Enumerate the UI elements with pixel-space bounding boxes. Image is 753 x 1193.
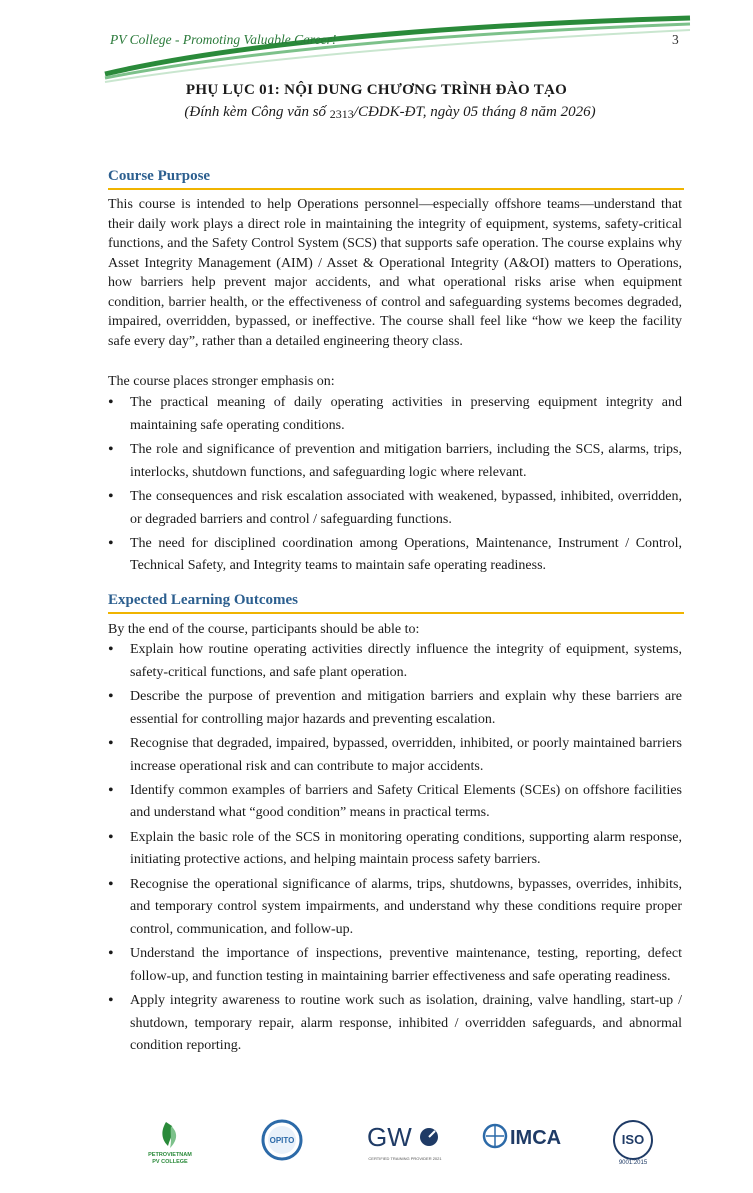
petrovietnam-flame-icon	[140, 1118, 200, 1166]
course-purpose-intro: The course places stronger emphasis on:	[108, 374, 335, 389]
page-number: 3	[672, 32, 679, 47]
opito-text: OPITO	[269, 1136, 295, 1145]
iso-caption: 9001:2015	[618, 1160, 648, 1166]
course-purpose-heading: Course Purpose	[108, 168, 684, 190]
imca-mark-icon	[480, 1118, 568, 1158]
course-purpose-list	[108, 392, 682, 580]
opito-badge-icon	[260, 1118, 304, 1162]
list-item: • Apply integrity awareness to routine work such as isolation, draining, valve handling, start-up / shutdown, temporary repair, alarm response, inhibited / overridden safeguards, and abnormal condition reporting.	[108, 990, 682, 1058]
list-item: • Recognise the operational significance of alarms, trips, shutdowns, bypasses, overrides, inhibits, and temporary control system impairments, and understand why these conditions require proper control, communication, and follow-up.	[108, 874, 682, 942]
gwo-logo	[365, 1118, 445, 1169]
petrovietnam-logo	[140, 1118, 200, 1171]
imca-text: IMCA	[510, 1127, 562, 1149]
list-item: • Understand the importance of inspections, preventive maintenance, testing, reporting, defect follow-up, and function testing in maintaining barrier effectiveness and safe operating readiness.	[108, 943, 682, 988]
iso-text: ISO	[621, 1132, 645, 1147]
list-item: • Identify common examples of barriers and Safety Critical Elements (SCEs) on offshore facilities and understand what “good condition” means in practical terms.	[108, 780, 682, 825]
learning-outcomes-list	[108, 639, 682, 1060]
document-subtitle	[0, 104, 753, 121]
subtitle-suffix: /CĐDK-ĐT, ngày 05 tháng 8 năm 2026)	[353, 104, 596, 120]
list-item: • Recognise that degraded, impaired, bypassed, overridden, inhibited, or poorly maintained barriers increase operational risk and can contribute to major accidents.	[108, 733, 682, 778]
learning-outcomes-heading: Expected Learning Outcomes	[108, 592, 684, 614]
footer-logos	[140, 1118, 660, 1168]
list-item: • The practical meaning of daily operating activities in preserving equipment integrity and maintaining safe operating conditions.	[108, 392, 682, 437]
iso-logo	[610, 1118, 656, 1171]
gwo-caption: CERTIFIED TRAINING PROVIDER 2021	[368, 1156, 442, 1161]
petrovietnam-text: PETROVIETNAM	[148, 1152, 192, 1158]
list-item: • Explain the basic role of the SCS in monitoring operating conditions, supporting alarm response, initiating protective actions, and helping maintain process safety barriers.	[108, 827, 682, 872]
document-title: PHỤ LỤC 01: NỘI DUNG CHƯƠNG TRÌNH ĐÀO TẠO	[185, 82, 568, 98]
learning-outcomes-intro: By the end of the course, participants should be able to:	[108, 622, 420, 637]
header-swoosh	[100, 10, 695, 90]
gwo-text: GW	[367, 1122, 412, 1152]
list-item: • The need for disciplined coordination among Operations, Maintenance, Instrument / Control, Technical Safety, and Integrity teams to maintain safe operating readiness.	[108, 533, 682, 578]
subtitle-prefix: (Đính kèm Công văn số	[184, 104, 330, 120]
subtitle-number: 2313	[329, 107, 354, 121]
gwo-mark-icon	[365, 1118, 445, 1164]
list-item: • The consequences and risk escalation associated with weakened, bypassed, inhibited, overridden, or degraded barriers and control / safeguarding functions.	[108, 486, 682, 531]
course-purpose-paragraph: This course is intended to help Operations personnel—especially offshore teams—understand that their daily work plays a direct role in maintaining the integrity of equipment, systems, safety-critical functions, and the Safety Control System (SCS) that supports safe operation. The course explains why Asset Integrity Management (AIM) / Asset & Operational Integrity (A&OI) matters to Operations, how barriers help prevent major accidents, and what operational risks arise when equipment condition, barrier health, or the effectiveness of control and safeguarding systems becomes degraded, impaired, overridden, bypassed, or ineffective. The course shall feel like “how we keep the facility safe every day”, rather than a detailed engineering theory class.	[108, 197, 682, 349]
iso-badge-icon	[610, 1118, 656, 1166]
pvcollege-text: PV COLLEGE	[152, 1159, 188, 1165]
opito-logo	[260, 1118, 304, 1167]
header-tagline: PV College - Promoting Valuable Career!	[110, 32, 337, 47]
list-item: • The role and significance of prevention and mitigation barriers, including the SCS, alarms, trips, interlocks, shutdown functions, and safeguarding logic where relevant.	[108, 439, 682, 484]
imca-logo	[480, 1118, 568, 1163]
list-item: • Explain how routine operating activities directly influence the integrity of equipment, systems, safety-critical functions, and safe plant operation.	[108, 639, 682, 684]
list-item: • Describe the purpose of prevention and mitigation barriers and explain why these barriers are essential for controlling major hazards and preventing escalation.	[108, 686, 682, 731]
